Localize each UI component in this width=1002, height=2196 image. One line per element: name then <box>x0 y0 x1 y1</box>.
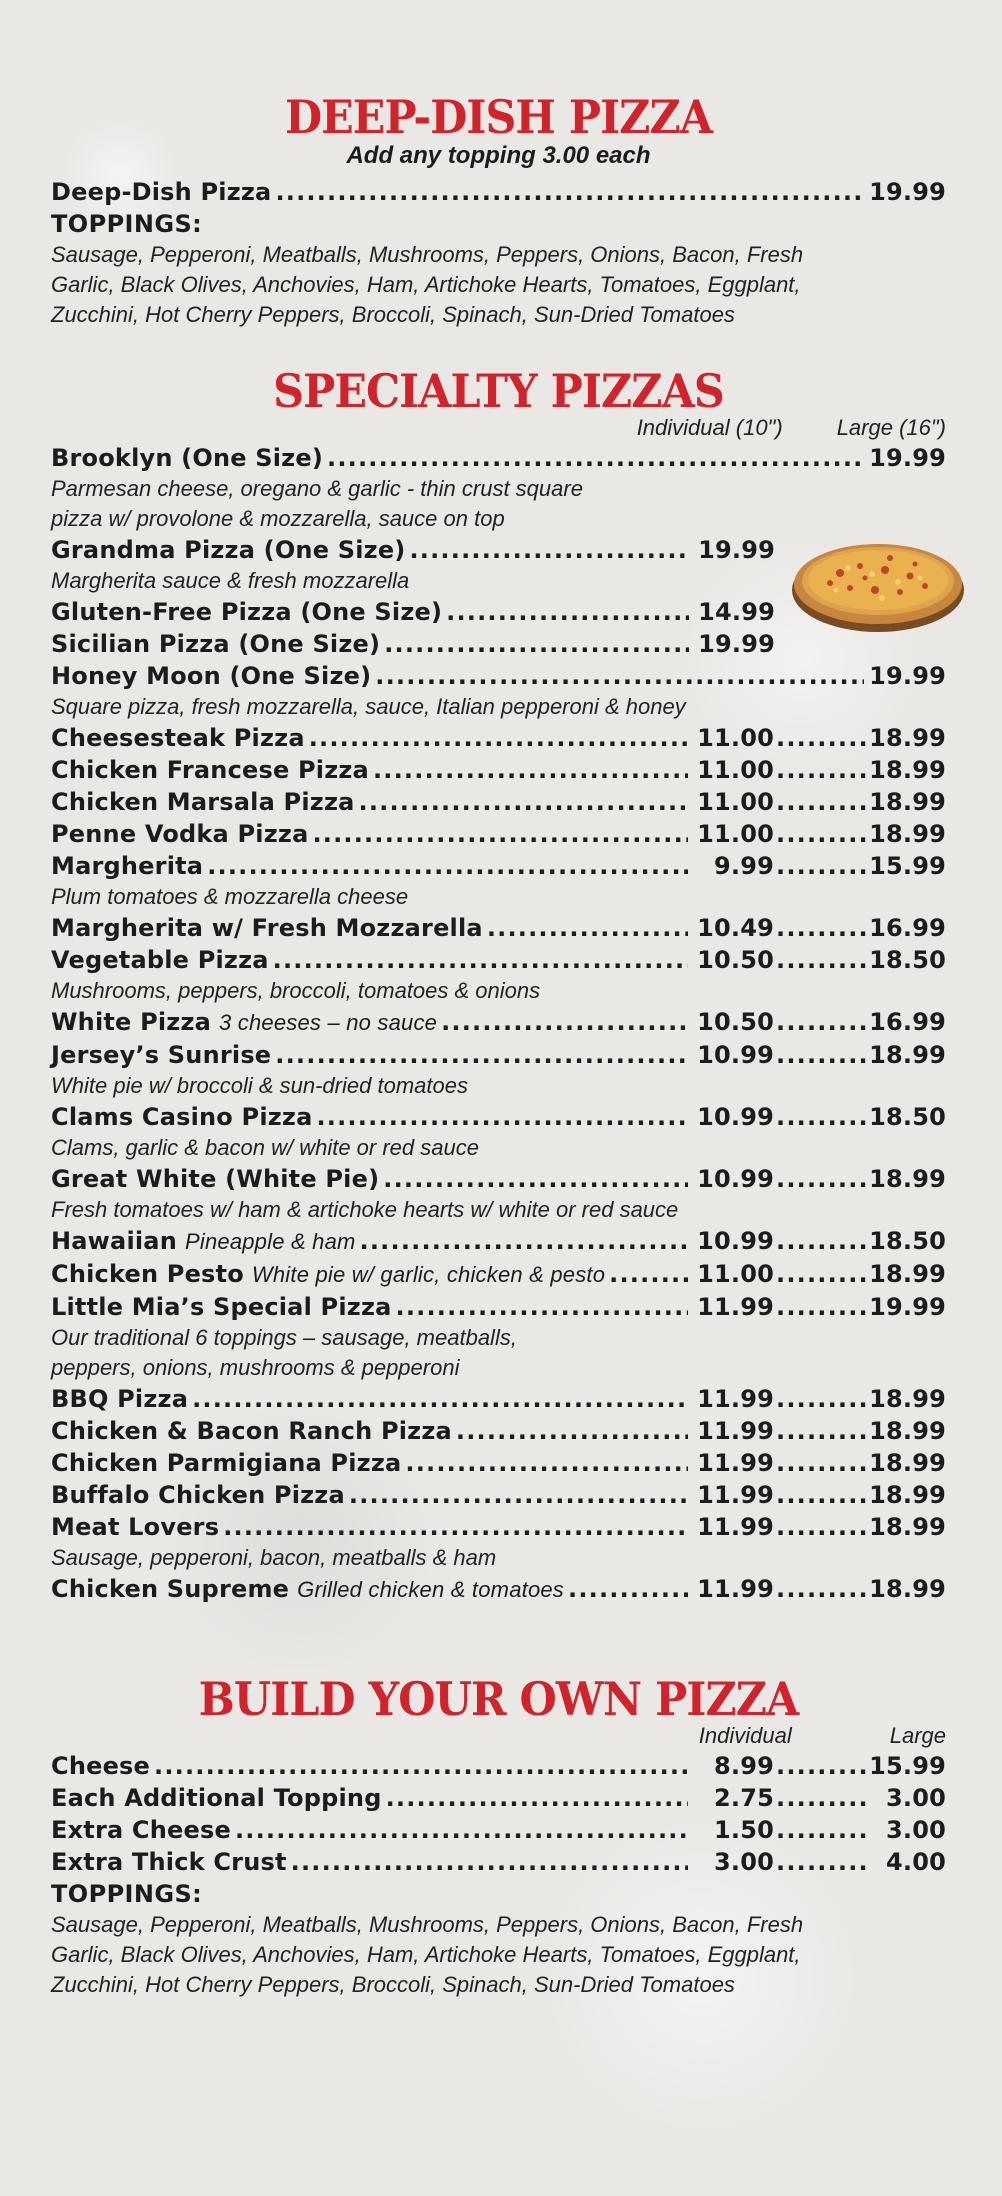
toppings-line: Garlic, Black Olives, Anchovies, Ham, Artichoke Hearts, Tomatoes, Eggplant, <box>51 271 801 297</box>
item-description: Plum tomatoes & mozzarella cheese <box>51 884 409 909</box>
menu-item-row <box>51 1447 946 1479</box>
deep-dish-section <box>51 90 946 330</box>
price-individual: 11.00 <box>697 788 774 816</box>
build-section <box>51 1672 946 2000</box>
leader-dots <box>309 722 688 754</box>
item-name: Deep-Dish Pizza <box>51 177 272 206</box>
price-large: 18.99 <box>869 1481 946 1509</box>
item-name: Great White (White Pie) <box>51 1165 380 1193</box>
price-large: 19.99 <box>869 662 946 690</box>
menu-item-row <box>51 1006 946 1039</box>
leader-dots <box>776 1383 868 1415</box>
item-description: pizza w/ provolone & mozzarella, sauce on top <box>51 506 505 531</box>
price-large: 18.99 <box>869 1165 946 1193</box>
price-large: 18.50 <box>869 1103 946 1131</box>
item-name: Honey Moon (One Size) <box>51 662 372 690</box>
price-large: 15.99 <box>869 1752 946 1780</box>
leader-dots <box>223 1511 688 1543</box>
leader-dots <box>776 1573 868 1605</box>
price-large: 18.99 <box>869 820 946 848</box>
price-individual: 10.50 <box>697 946 774 974</box>
menu-item-row <box>51 818 946 850</box>
item-description: Margherita sauce & fresh mozzarella <box>51 568 410 593</box>
leader-dots <box>776 1846 868 1878</box>
leader-dots <box>192 1383 688 1415</box>
leader-dots <box>776 818 868 850</box>
price-individual: 11.99 <box>697 1417 774 1445</box>
leader-dots <box>409 534 689 566</box>
leader-dots <box>456 1415 688 1447</box>
menu-item-row <box>51 1163 946 1195</box>
item-name: Penne Vodka Pizza <box>51 820 309 848</box>
item-name: Jersey’s Sunrise <box>51 1041 272 1069</box>
item-description: Our traditional 6 toppings – sausage, meatballs, <box>51 1325 517 1350</box>
price-individual: 10.99 <box>697 1041 774 1069</box>
leader-dots <box>441 1006 688 1038</box>
leader-dots <box>383 1163 688 1195</box>
menu-item-row <box>51 912 946 944</box>
item-name: Chicken Marsala Pizza <box>51 788 355 816</box>
item-name: Clams Casino Pizza <box>51 1103 313 1131</box>
leader-dots <box>373 754 688 786</box>
leader-dots <box>349 1479 688 1511</box>
menu-item-row <box>51 1291 946 1323</box>
leader-dots <box>776 850 868 882</box>
leader-dots <box>273 944 688 976</box>
price-large: 15.99 <box>869 852 946 880</box>
item-name: Cheesesteak Pizza <box>51 724 305 752</box>
leader-dots <box>446 596 689 628</box>
leader-dots <box>384 628 689 660</box>
item-description: Sausage, pepperoni, bacon, meatballs & ham <box>51 1545 497 1570</box>
leader-dots <box>312 818 688 850</box>
leader-dots <box>776 1447 868 1479</box>
price-individual: 2.75 <box>713 1784 774 1812</box>
leader-dots <box>776 1750 868 1782</box>
price-large: 18.99 <box>869 724 946 752</box>
price-large: 3.00 <box>885 1816 946 1844</box>
leader-dots <box>291 1846 688 1878</box>
item-description: Clams, garlic & bacon w/ white or red sauce <box>51 1135 479 1160</box>
leader-dots <box>776 1039 868 1071</box>
leader-dots <box>275 176 864 208</box>
price-large: 18.99 <box>869 1575 946 1603</box>
price-large: 16.99 <box>869 914 946 942</box>
leader-dots <box>275 1039 688 1071</box>
menu-item-row <box>51 944 946 976</box>
deep-dish-item <box>51 176 946 208</box>
menu-item-row <box>51 1101 946 1133</box>
price-individual: 11.99 <box>697 1575 774 1603</box>
item-name: Chicken Francese Pizza <box>51 756 369 784</box>
pizza-image <box>790 528 965 638</box>
leader-dots <box>375 660 864 692</box>
price-individual: 3.00 <box>713 1848 774 1876</box>
item-description: White pie w/ broccoli & sun-dried tomatoes <box>51 1073 468 1098</box>
price-individual: 19.99 <box>698 536 775 564</box>
item-name: Meat Lovers <box>51 1513 220 1541</box>
leader-dots <box>776 1415 868 1447</box>
leader-dots <box>359 786 688 818</box>
leader-dots <box>235 1814 688 1846</box>
price-large: 4.00 <box>885 1848 946 1876</box>
item-name: Chicken Parmigiana Pizza <box>51 1449 402 1477</box>
price-individual: 11.00 <box>697 820 774 848</box>
item-name: Hawaiian <box>51 1227 177 1255</box>
leader-dots <box>360 1225 688 1257</box>
leader-dots <box>776 1479 868 1511</box>
menu-item-row <box>51 786 946 818</box>
menu-item-row <box>51 1846 946 1878</box>
leader-dots <box>776 786 868 818</box>
deep-dish-toppings-label: TOPPINGS: <box>51 209 203 238</box>
build-column-headers <box>51 1722 946 1750</box>
menu-item-row <box>51 1511 946 1543</box>
leader-dots <box>776 1782 868 1814</box>
menu-item-row <box>51 850 946 882</box>
price-large: 18.99 <box>869 1513 946 1541</box>
leader-dots <box>207 850 688 882</box>
price-large: 3.00 <box>885 1784 946 1812</box>
menu-item-row <box>51 1573 946 1606</box>
menu-item-row <box>51 1258 946 1291</box>
deep-dish-title: DEEP-DISH PIZZA <box>284 90 713 144</box>
item-price: 19.99 <box>869 177 946 206</box>
item-name: Margherita <box>51 852 204 880</box>
price-individual: 19.99 <box>698 630 775 658</box>
price-large: 18.99 <box>869 1449 946 1477</box>
price-individual: 11.99 <box>697 1513 774 1541</box>
menu-item-row <box>51 534 775 566</box>
menu-item-row <box>51 596 775 628</box>
item-description: Mushrooms, peppers, broccoli, tomatoes & onions <box>51 978 541 1003</box>
deep-dish-subtitle: Add any topping 3.00 each <box>346 142 651 169</box>
leader-dots <box>776 1291 868 1323</box>
item-name: Grandma Pizza (One Size) <box>51 536 406 564</box>
price-large: 18.99 <box>869 756 946 784</box>
item-name: BBQ Pizza <box>51 1385 189 1413</box>
price-individual: 11.00 <box>697 756 774 784</box>
price-individual: 10.99 <box>697 1165 774 1193</box>
item-name: Brooklyn (One Size) <box>51 444 323 472</box>
item-description: Fresh tomatoes w/ ham & artichoke hearts w/ white or red sauce <box>51 1197 679 1222</box>
item-name: Cheese <box>51 1752 151 1780</box>
leader-dots <box>609 1258 688 1290</box>
specialty-column-headers <box>51 414 946 442</box>
leader-dots <box>776 1006 868 1038</box>
build-list <box>51 1750 946 1878</box>
price-large: 19.99 <box>869 1293 946 1321</box>
price-individual: 14.99 <box>698 598 775 626</box>
item-note: Pineapple & ham <box>184 1229 356 1254</box>
price-individual: 10.99 <box>697 1103 774 1131</box>
item-name: Chicken Pesto <box>51 1260 244 1288</box>
item-name: Sicilian Pizza (One Size) <box>51 630 381 658</box>
price-individual: 8.99 <box>713 1752 774 1780</box>
price-individual: 10.49 <box>697 914 774 942</box>
leader-dots <box>776 1163 868 1195</box>
price-large: 19.99 <box>869 444 946 472</box>
leader-dots <box>776 1258 868 1290</box>
leader-dots <box>776 1225 868 1257</box>
item-note: White pie w/ garlic, chicken & pesto <box>251 1262 606 1287</box>
price-large: 18.99 <box>869 1041 946 1069</box>
price-large: 18.99 <box>869 788 946 816</box>
item-name: Buffalo Chicken Pizza <box>51 1481 345 1509</box>
leader-dots <box>568 1573 688 1605</box>
price-large: 18.99 <box>869 1260 946 1288</box>
price-large: 18.99 <box>869 1385 946 1413</box>
item-note: Grilled chicken & tomatoes <box>297 1577 565 1602</box>
price-individual: 11.00 <box>697 1260 774 1288</box>
price-large: 18.50 <box>869 1227 946 1255</box>
menu-item-row <box>51 1225 946 1258</box>
leader-dots <box>327 442 864 474</box>
leader-dots <box>154 1750 688 1782</box>
item-description: Parmesan cheese, oregano & garlic - thin crust square <box>51 476 583 501</box>
item-name: Extra Thick Crust <box>51 1848 287 1876</box>
price-individual: 11.99 <box>697 1385 774 1413</box>
col-individual: Individual <box>698 1723 792 1748</box>
item-name: Little Mia’s Special Pizza <box>51 1293 392 1321</box>
item-name: Margherita w/ Fresh Mozzarella <box>51 914 483 942</box>
leader-dots <box>776 1814 868 1846</box>
leader-dots <box>396 1291 688 1323</box>
leader-dots <box>316 1101 688 1133</box>
price-individual: 9.99 <box>713 852 774 880</box>
price-large: 16.99 <box>869 1008 946 1036</box>
price-individual: 11.00 <box>697 724 774 752</box>
price-individual: 11.99 <box>697 1481 774 1509</box>
leader-dots <box>776 944 868 976</box>
item-name: Extra Cheese <box>51 1816 231 1844</box>
menu-item-row <box>51 1782 946 1814</box>
item-name: Vegetable Pizza <box>51 946 269 974</box>
toppings-line: Zucchini, Hot Cherry Peppers, Broccoli, Spinach, Sun-Dried Tomatoes <box>51 1972 735 1997</box>
menu-item-row <box>51 442 946 474</box>
menu-item-row <box>51 1750 946 1782</box>
menu-item-row <box>51 1814 946 1846</box>
item-note: 3 cheeses – no sauce <box>219 1010 438 1035</box>
item-name: Gluten-Free Pizza (One Size) <box>51 598 443 626</box>
toppings-line: Zucchini, Hot Cherry Peppers, Broccoli, Spinach, Sun-Dried Tomatoes <box>51 301 735 327</box>
specialty-title: SPECIALTY PIZZAS <box>273 364 724 418</box>
menu-item-row <box>51 754 946 786</box>
price-individual: 10.50 <box>697 1008 774 1036</box>
menu-item-row <box>51 1383 946 1415</box>
leader-dots <box>405 1447 688 1479</box>
price-individual: 10.99 <box>697 1227 774 1255</box>
menu-item-row <box>51 628 775 660</box>
leader-dots <box>776 1101 868 1133</box>
toppings-line: Sausage, Pepperoni, Meatballs, Mushrooms, Peppers, Onions, Bacon, Fresh <box>51 241 804 267</box>
price-individual: 1.50 <box>713 1816 774 1844</box>
leader-dots <box>487 912 688 944</box>
item-description: peppers, onions, mushrooms & pepperoni <box>51 1355 460 1380</box>
item-name: Chicken & Bacon Ranch Pizza <box>51 1417 452 1445</box>
toppings-line: Garlic, Black Olives, Anchovies, Ham, Artichoke Hearts, Tomatoes, Eggplant, <box>51 1942 801 1967</box>
toppings-line: Sausage, Pepperoni, Meatballs, Mushrooms, Peppers, Onions, Bacon, Fresh <box>51 1912 804 1937</box>
build-toppings-label: TOPPINGS: <box>51 1880 203 1908</box>
item-name: Chicken Supreme <box>51 1575 290 1603</box>
leader-dots <box>386 1782 688 1814</box>
price-individual: 11.99 <box>697 1449 774 1477</box>
menu-item-row <box>51 1039 946 1071</box>
menu-item-row <box>51 1479 946 1511</box>
col-large: Large (16") <box>836 415 946 440</box>
leader-dots <box>776 1511 868 1543</box>
item-name: Each Additional Topping <box>51 1784 382 1812</box>
item-name: White Pizza <box>51 1008 212 1036</box>
col-large: Large <box>889 1723 946 1748</box>
menu-item-row <box>51 722 946 754</box>
price-large: 18.99 <box>869 1417 946 1445</box>
menu-item-row <box>51 1415 946 1447</box>
leader-dots <box>776 722 868 754</box>
price-individual: 11.99 <box>697 1293 774 1321</box>
build-title: BUILD YOUR OWN PIZZA <box>198 1672 799 1726</box>
col-individual: Individual (10") <box>636 415 783 440</box>
leader-dots <box>776 912 868 944</box>
menu-item-row <box>51 660 946 692</box>
price-large: 18.50 <box>869 946 946 974</box>
item-description: Square pizza, fresh mozzarella, sauce, Italian pepperoni & honey <box>51 694 686 719</box>
leader-dots <box>776 754 868 786</box>
